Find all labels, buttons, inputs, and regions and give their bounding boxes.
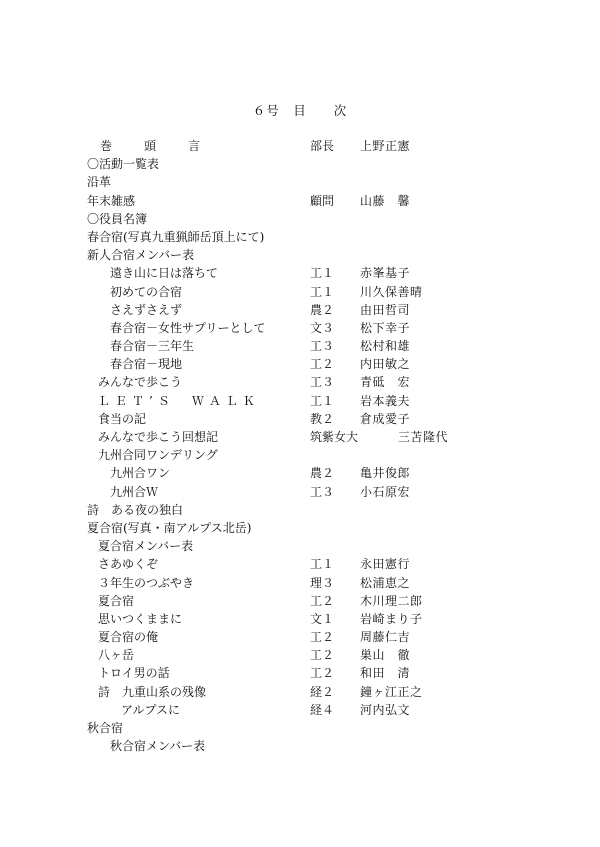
author-name: 永田憲行 bbox=[360, 557, 411, 572]
toc-entry-title: 春合宿－三年生 bbox=[110, 339, 195, 354]
toc-entry-author bbox=[310, 301, 410, 319]
toc-row bbox=[0, 555, 600, 573]
toc-entry-title: トロイ男の話 bbox=[98, 666, 170, 681]
table-of-contents bbox=[0, 137, 600, 755]
toc-row bbox=[0, 210, 600, 228]
toc-row bbox=[0, 464, 600, 482]
author-name: 岩本義夫 bbox=[360, 393, 411, 408]
toc-row bbox=[0, 610, 600, 628]
author-name: 倉成愛子 bbox=[360, 411, 411, 426]
author-affiliation: 農２ bbox=[310, 302, 335, 317]
toc-entry-title: 夏合宿(写真・南アルプス北岳) bbox=[87, 520, 252, 535]
toc-entry-author bbox=[310, 264, 410, 282]
toc-entry-title: 九州合Ｗ bbox=[110, 484, 159, 499]
author-affiliation: 農２ bbox=[310, 466, 335, 481]
toc-entry-title: 食当の記 bbox=[98, 411, 147, 426]
toc-entry-title: 秋合宿メンバー表 bbox=[110, 739, 206, 754]
toc-entry-title: 巻 頭 言 bbox=[100, 139, 211, 153]
author-name: 川久保善晴 bbox=[360, 284, 423, 299]
toc-row bbox=[0, 155, 600, 173]
author-name: 青砥 宏 bbox=[360, 375, 411, 390]
toc-row bbox=[0, 392, 600, 410]
author-affiliation: 工２ bbox=[310, 648, 335, 663]
toc-row bbox=[0, 719, 600, 737]
author-affiliation: 教２ bbox=[310, 411, 335, 426]
toc-row bbox=[0, 283, 600, 301]
author-affiliation: 工３ bbox=[310, 484, 335, 499]
toc-entry-title: みんなで歩こう bbox=[98, 375, 183, 390]
author-affiliation: 工３ bbox=[310, 339, 335, 354]
toc-entry-title: 春合宿－現地 bbox=[110, 357, 183, 372]
toc-entry-title: 詩 九重山系の残像 bbox=[98, 684, 207, 699]
author-affiliation: 経２ bbox=[310, 684, 335, 699]
toc-row bbox=[0, 355, 600, 373]
toc-row bbox=[0, 337, 600, 355]
toc-row bbox=[0, 446, 600, 464]
author-affiliation: 工２ bbox=[310, 357, 335, 372]
toc-entry-title: 詩 ある夜の独白 bbox=[87, 502, 184, 517]
toc-entry-author bbox=[310, 410, 410, 428]
author-name: 松浦恵之 bbox=[360, 575, 411, 590]
toc-row bbox=[0, 628, 600, 646]
toc-row bbox=[0, 683, 600, 701]
toc-entry-title: さあゆくぞ bbox=[98, 557, 159, 572]
toc-entry-author bbox=[310, 664, 410, 682]
toc-row bbox=[0, 501, 600, 519]
author-affiliation: 文１ bbox=[310, 611, 335, 626]
toc-entry-author bbox=[310, 555, 410, 573]
toc-entry-author bbox=[310, 428, 448, 446]
toc-row bbox=[0, 701, 600, 719]
author-name: 山藤 馨 bbox=[360, 193, 411, 208]
toc-entry-title: 初めての合宿 bbox=[110, 284, 183, 299]
toc-entry-title: ３年生のつぶやき bbox=[98, 575, 195, 590]
toc-row bbox=[0, 137, 600, 155]
toc-entry-author bbox=[310, 574, 410, 592]
toc-entry-title: 〇活動一覧表 bbox=[87, 157, 160, 172]
toc-entry-author bbox=[310, 373, 410, 391]
toc-row bbox=[0, 574, 600, 592]
toc-row bbox=[0, 537, 600, 555]
author-affiliation: 工２ bbox=[310, 593, 335, 608]
toc-row bbox=[0, 373, 600, 391]
toc-entry-title: 春合宿(写真九重猟師岳頂上にて) bbox=[87, 229, 265, 244]
author-name: 由田哲司 bbox=[360, 302, 411, 317]
author-name: 鐘ヶ江正之 bbox=[360, 684, 423, 699]
toc-row bbox=[0, 319, 600, 337]
toc-row bbox=[0, 592, 600, 610]
author-name: 三苫隆代 bbox=[398, 430, 449, 444]
author-name: 亀井俊郎 bbox=[360, 466, 411, 481]
toc-row bbox=[0, 228, 600, 246]
toc-entry-title: 夏合宿の俺 bbox=[98, 630, 159, 645]
toc-row bbox=[0, 664, 600, 682]
toc-entry-title: 八ヶ岳 bbox=[98, 648, 135, 663]
author-name: 木川理二郎 bbox=[360, 593, 423, 608]
author-affiliation: 顧問 bbox=[310, 193, 335, 208]
toc-entry-author bbox=[310, 483, 410, 501]
toc-entry-title: 〇役員名簿 bbox=[87, 211, 148, 226]
toc-entry-title: 秋合宿 bbox=[87, 721, 124, 735]
toc-row bbox=[0, 410, 600, 428]
toc-entry-title: 九州合同ワンデリング bbox=[98, 448, 218, 463]
toc-entry-title: 春合宿－女性サプリーとして bbox=[110, 320, 266, 335]
toc-entry-author bbox=[310, 283, 423, 301]
toc-row bbox=[0, 646, 600, 664]
author-name: 岩崎まり子 bbox=[360, 611, 423, 626]
author-name: 内田敏之 bbox=[360, 357, 411, 372]
toc-row bbox=[0, 428, 600, 446]
toc-row bbox=[0, 264, 600, 282]
toc-row bbox=[0, 301, 600, 319]
toc-entry-author bbox=[310, 355, 410, 373]
author-affiliation: 工１ bbox=[310, 284, 335, 299]
toc-entry-title: アルプスに bbox=[121, 702, 181, 717]
toc-entry-title: 新人合宿メンバー表 bbox=[87, 248, 195, 263]
toc-entry-author bbox=[310, 337, 410, 355]
toc-entry-title: 沿革 bbox=[87, 175, 112, 190]
toc-entry-author bbox=[310, 464, 410, 482]
toc-entry-title: みんなで歩こう回想記 bbox=[98, 430, 219, 444]
toc-entry-title: 夏合宿 bbox=[98, 593, 135, 608]
author-name: 松下幸子 bbox=[360, 320, 411, 335]
page-title: ６号 目 次 bbox=[252, 103, 348, 118]
toc-entry-author bbox=[310, 628, 410, 646]
toc-entry-author bbox=[310, 610, 423, 628]
toc-entry-author bbox=[310, 319, 410, 337]
toc-entry-title: 遠き山に日は落ちて bbox=[110, 266, 218, 281]
author-affiliation: 工２ bbox=[310, 630, 335, 645]
toc-entry-author bbox=[310, 192, 410, 210]
author-affiliation: 部長 bbox=[310, 139, 335, 153]
toc-row bbox=[0, 246, 600, 264]
author-affiliation: 工１ bbox=[310, 393, 335, 408]
toc-entry-author bbox=[310, 392, 410, 410]
toc-entry-author bbox=[310, 592, 423, 610]
author-name: 和田 清 bbox=[360, 666, 411, 681]
toc-entry-title: さえずさえず bbox=[110, 302, 183, 317]
toc-entry-author bbox=[310, 683, 423, 701]
toc-entry-title: 夏合宿メンバー表 bbox=[98, 539, 194, 554]
author-affiliation: 筑紫女大 bbox=[310, 430, 359, 444]
author-name: 河内弘文 bbox=[360, 702, 411, 717]
author-name: 赤峯基子 bbox=[360, 266, 411, 281]
author-affiliation: 理３ bbox=[310, 575, 335, 590]
toc-entry-author bbox=[310, 137, 410, 155]
toc-row bbox=[0, 173, 600, 191]
author-name: 周藤仁吉 bbox=[360, 630, 411, 645]
author-affiliation: 経４ bbox=[310, 702, 335, 717]
toc-row bbox=[0, 737, 600, 755]
author-affiliation: 工３ bbox=[310, 375, 335, 390]
toc-entry-author bbox=[310, 646, 410, 664]
toc-entry-title: 年末雑感 bbox=[87, 193, 136, 208]
author-affiliation: 文３ bbox=[310, 320, 335, 335]
toc-entry-title: 九州合ワン bbox=[110, 466, 171, 481]
toc-entry-author bbox=[310, 701, 410, 719]
toc-entry-title: 思いつくままに bbox=[98, 611, 183, 626]
toc-row bbox=[0, 483, 600, 501]
author-affiliation: 工１ bbox=[310, 266, 335, 281]
author-name: 小石原宏 bbox=[360, 484, 411, 499]
author-affiliation: 工１ bbox=[310, 557, 335, 572]
toc-entry-title: ＬＥＴ’Ｓ ＷＡＬＫ bbox=[98, 393, 260, 408]
toc-row bbox=[0, 192, 600, 210]
author-affiliation: 工２ bbox=[310, 666, 335, 681]
author-name: 巣山 徹 bbox=[360, 648, 411, 663]
author-name: 松村和雄 bbox=[360, 339, 411, 354]
toc-row bbox=[0, 519, 600, 537]
author-name: 上野正憲 bbox=[360, 139, 411, 153]
